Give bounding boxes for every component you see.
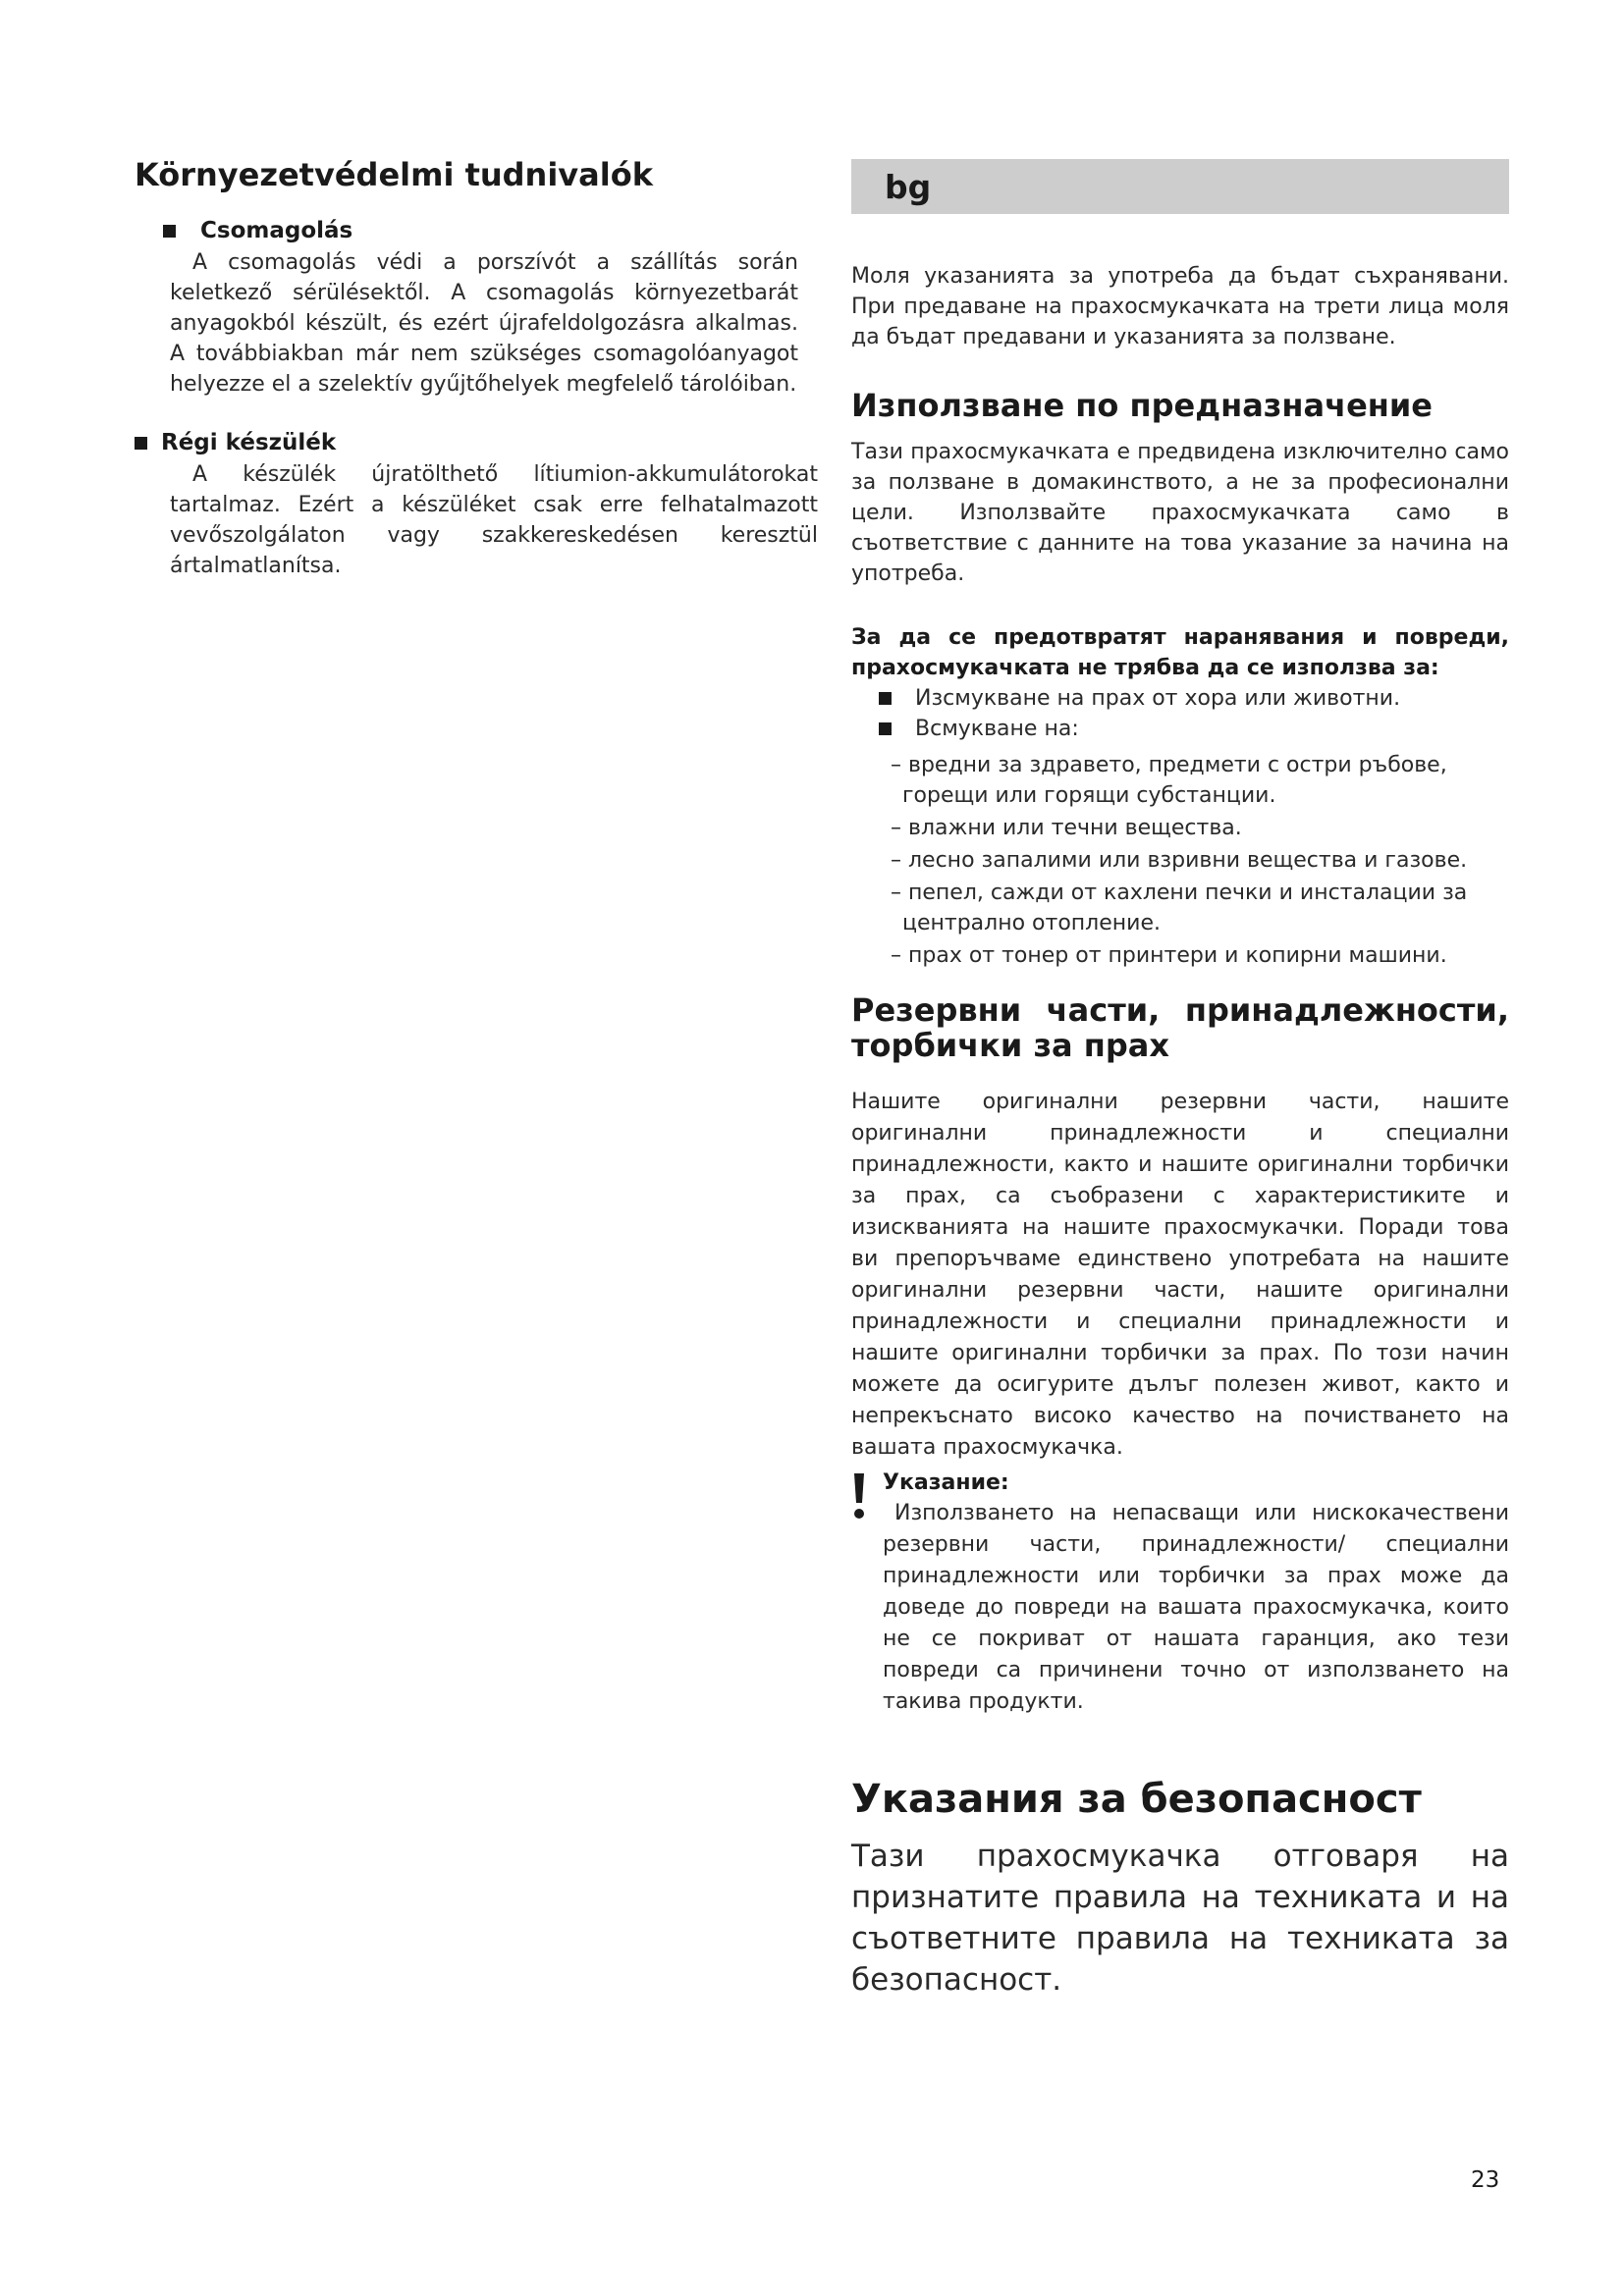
spare-parts-heading: Резервни части, принадлежности, торбички за прах [851,991,1509,1064]
list-item-text: Всмукване на: [915,717,1079,741]
intended-use-text: Тази прахосмукачката е предвидена изключително само за ползване в домакинството, а не за професионални цели. Използвайте прахосмукачката само в съответствие с данните на това указание за начина на употреба. [851,440,1509,586]
old-device-text: A készülék újratölthető lítiumion-akkumulátorokat tartalmaz. Ezért a készüléket csak erre felhatalmazott vevőszolgálaton vagy szakkereskedésen keresztül ártalmatlanítsa. [170,462,818,578]
old-device-heading-label: Régi készülék [161,430,337,455]
warning-list [851,683,1509,744]
note-text: Използването на непасващи или нискокачествени резервни части, принадлежности/ специални принадлежности или торбички за прах може да доведе до повреди на вашата прахосмукачка, които не се покриват от нашата гаранция, ако тези повреди са причинени точно от използването на такива продукти. [883,1501,1509,1714]
packaging-heading [135,216,822,245]
dash-list [851,750,1509,971]
safety-text: Тази прахосмукачка отговаря на признатите правила на техниката и на съответните правила на техниката за безопасност. [851,1839,1509,1998]
list-item [879,683,1509,714]
dash-item: – вредни за здравето, предмети с остри ръбове, горещи или горящи субстанции. [891,753,1447,808]
dash-item: – лесно запалими или взривни вещества и газове. [891,848,1468,873]
dash-item: – влажни или течни вещества. [891,816,1242,840]
safety-heading: Указания за безопасност [851,1777,1422,1822]
note-box [851,1468,1509,1718]
page-number: 23 [1471,2167,1500,2193]
exclamation-icon [851,1473,867,1522]
dash-item: – пепел, сажди от кахлени печки и инсталации за централно отопление. [891,881,1468,935]
language-code: bg [885,167,932,206]
square-bullet-icon [163,225,176,238]
square-bullet-icon [879,722,892,735]
left-column [135,155,822,581]
list-item [879,714,1509,744]
square-bullet-icon [135,437,147,450]
note-title: Указание: [883,1470,1009,1495]
intended-use-heading: Използване по предназначение [851,387,1433,424]
packaging-text: A csomagolás védi a porszívót a szállítás során keletkező sérülésektől. A csomagolás környezetbarát anyagokból készült, és ezért újrafeldolgozásra alkalmas. A továbbiakban már nem szükséges csomagolóanyagot helyezze el a szelektív gyűjtőhelyek megfelelő tárolóiban. [170,250,798,397]
old-device-heading [135,428,822,457]
right-column [851,159,1509,2001]
environment-heading: Környezetvédelmi tudnivalók [135,156,653,193]
warning-intro: За да се предотвратят наранявания и повреди, прахосмукачката не трябва да се използва за: [851,625,1509,680]
language-bar [851,159,1509,214]
packaging-heading-label: Csomagolás [200,218,353,243]
intro-text: Моля указанията за употреба да бъдат съхранявани. При предаване на прахосмукачката на трети лица моля да бъдат предавани и указанията за ползване. [851,264,1509,349]
dash-item: – прах от тонер от принтери и копирни машини. [891,943,1447,968]
square-bullet-icon [879,692,892,705]
list-item-text: Изсмукване на прах от хора или животни. [915,686,1401,711]
spare-parts-text: Нашите оригинални резервни части, нашите оригинални принадлежности и специални принадлежности, както и нашите оригинални торбички за прах, са съобразени с характеристиките и изискванията на нашите прахосмукачки. Поради това ви препоръчваме единствено употребата на нашите оригинални резервни части, нашите оригинални принадлежности и специални принадлежности и нашите оригинални торбички за прах. По този начин можете да осигурите дълъг полезен живот, както и непрекъснато високо качество на почистването на вашата прахосмукачка. [851,1090,1509,1460]
